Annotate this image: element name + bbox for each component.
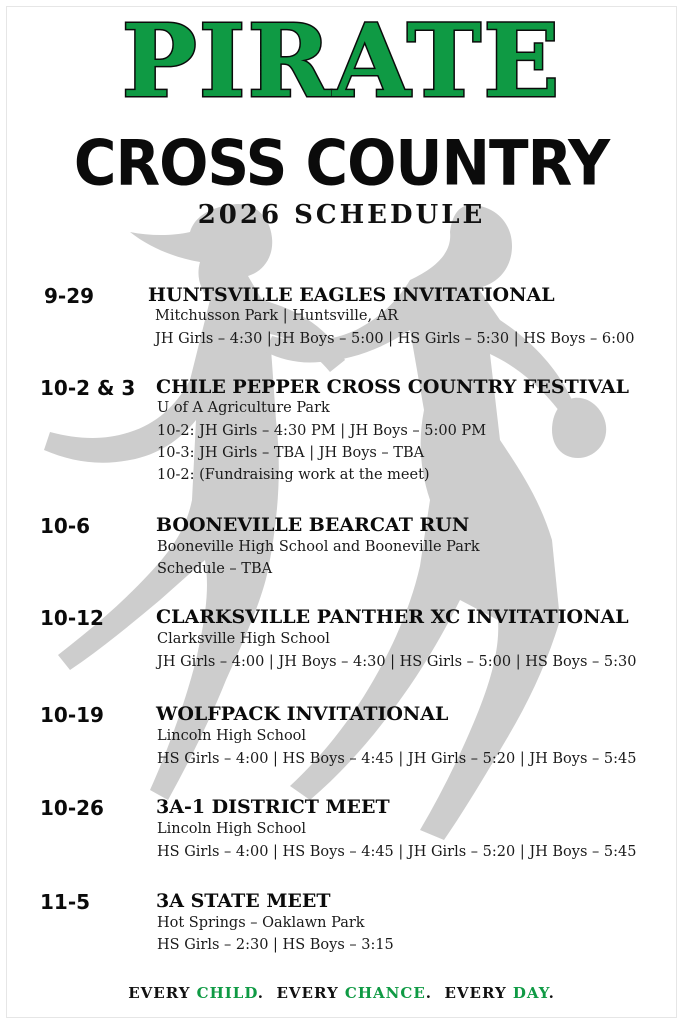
event-location: Mitchusson Park | Huntsville, AR: [155, 308, 399, 324]
event-times: HS Girls – 4:00 | HS Boys – 4:45 | JH Girls – 5:20 | JH Boys – 5:45: [157, 751, 637, 767]
poster-title: PIRATE: [121, 2, 562, 120]
event-times: 10-2: JH Girls – 4:30 PM | JH Boys – 5:00 PM: [157, 423, 487, 439]
event-times: HS Girls – 4:00 | HS Boys – 4:45 | JH Girls – 5:20 | JH Boys – 5:45: [157, 844, 637, 860]
event-name: HUNTSVILLE EAGLES INVITATIONAL: [148, 284, 555, 306]
event-location: U of A Agriculture Park: [157, 400, 330, 416]
event-location: Hot Springs – Oaklawn Park: [157, 915, 365, 931]
footer-word: EVERY: [444, 984, 507, 1002]
event-times: 10-3: JH Girls – TBA | JH Boys – TBA: [157, 445, 425, 461]
footer-word: EVERY: [276, 984, 339, 1002]
event-date: 10-12: [40, 606, 104, 630]
footer-word-accent: CHANCE: [344, 984, 426, 1002]
event-location: Lincoln High School: [157, 728, 307, 744]
event-date: 9-29: [44, 284, 95, 308]
footer-word: EVERY: [128, 984, 191, 1002]
event-name: 3A-1 DISTRICT MEET: [156, 796, 390, 818]
footer-slogan: EVERY CHILD. EVERY CHANCE. EVERY DAY.: [128, 984, 555, 1002]
event-name: WOLFPACK INVITATIONAL: [156, 703, 449, 725]
footer-word-accent: DAY: [512, 984, 549, 1002]
event-location: Lincoln High School: [157, 821, 307, 837]
event-name: CHILE PEPPER CROSS COUNTRY FESTIVAL: [156, 376, 629, 398]
event-name: 3A STATE MEET: [156, 890, 331, 912]
event-date: 11-5: [40, 890, 91, 914]
event-name: CLARKSVILLE PANTHER XC INVITATIONAL: [156, 606, 629, 628]
schedule-year-label: 2026 SCHEDULE: [197, 200, 486, 230]
event-times: JH Girls – 4:30 | JH Boys – 5:00 | HS Girls – 5:30 | HS Boys – 6:00: [155, 331, 635, 347]
event-location: Clarksville High School: [157, 631, 330, 647]
event-times: Schedule – TBA: [157, 561, 273, 577]
event-date: 10-19: [40, 703, 104, 727]
event-name: BOONEVILLE BEARCAT RUN: [156, 514, 470, 536]
event-date: 10-2 & 3: [40, 376, 136, 400]
footer-word-accent: CHILD: [196, 984, 258, 1002]
event-date: 10-26: [40, 796, 104, 820]
event-date: 10-6: [40, 514, 91, 538]
poster-subtitle: CROSS COUNTRY: [73, 126, 610, 200]
event-note: 10-2: (Fundraising work at the meet): [157, 467, 430, 483]
event-times: JH Girls – 4:00 | JH Boys – 4:30 | HS Girls – 5:00 | HS Boys – 5:30: [157, 654, 637, 670]
event-times: HS Girls – 2:30 | HS Boys – 3:15: [157, 937, 394, 953]
event-location: Booneville High School and Booneville Park: [157, 539, 480, 555]
